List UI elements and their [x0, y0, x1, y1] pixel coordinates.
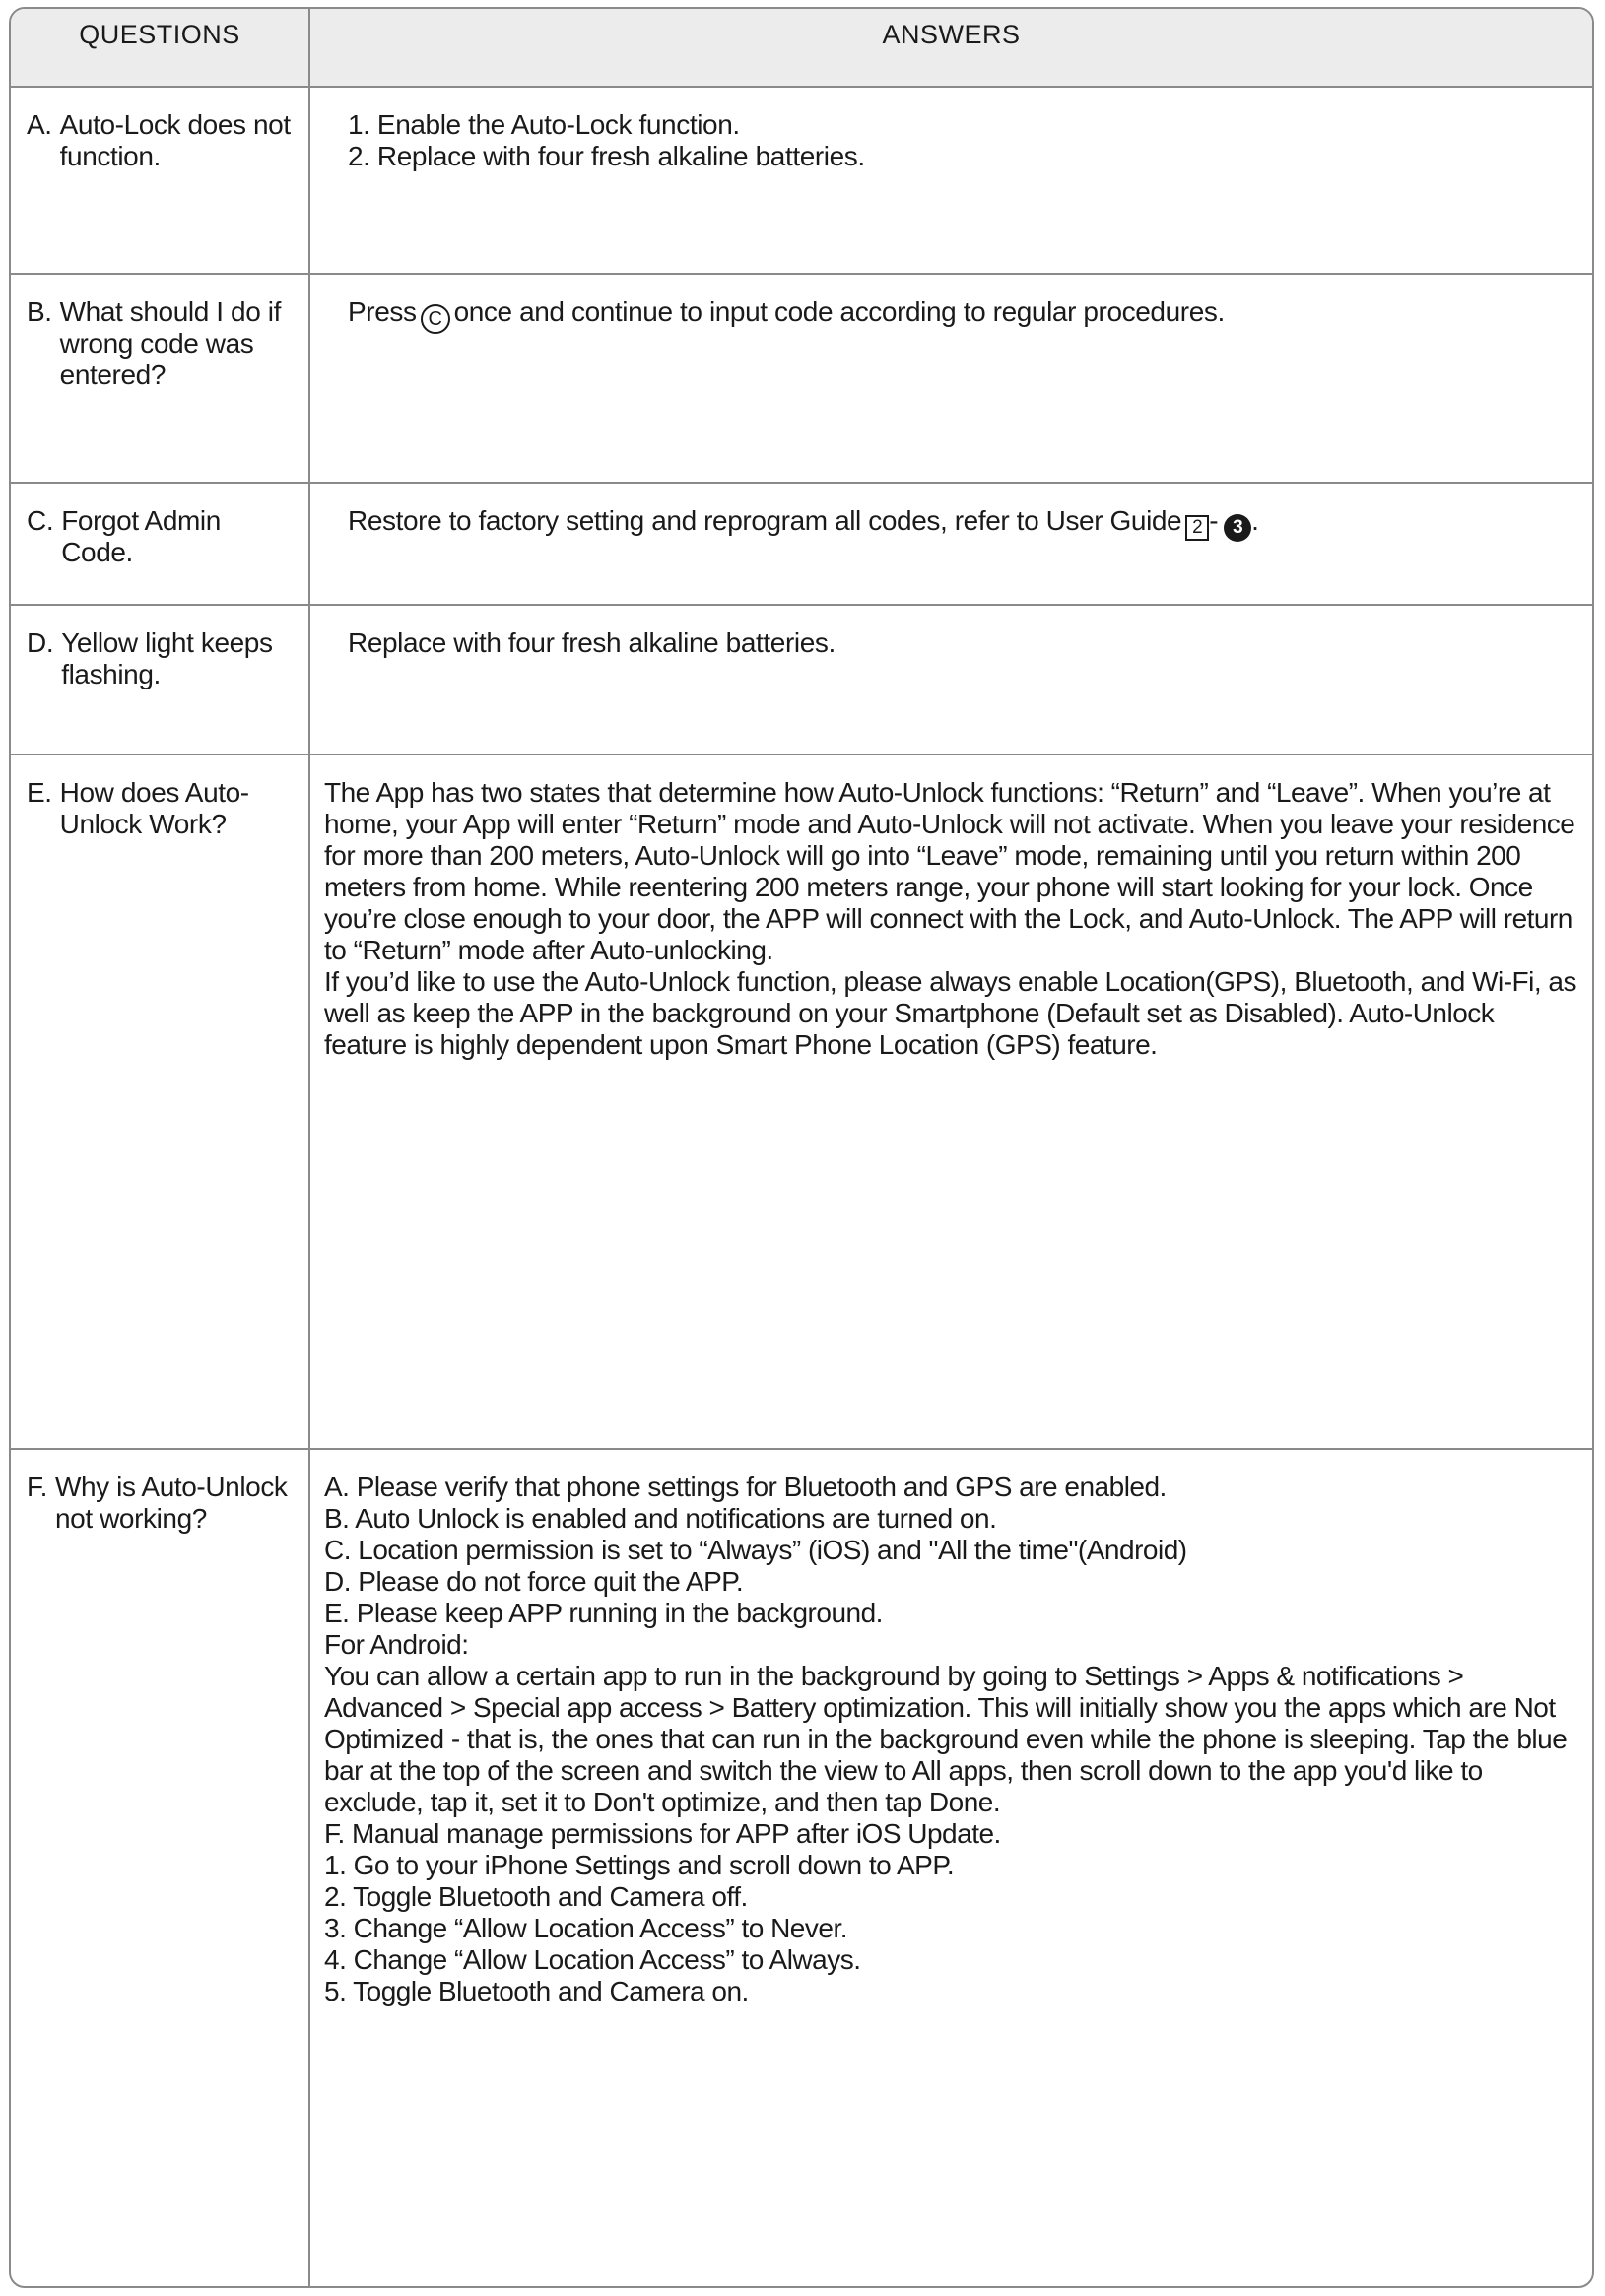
question-text: What should I do if wrong code was entered?	[59, 296, 281, 390]
answer-cell-c	[310, 484, 1592, 606]
answer-line: 4. Change “Allow Location Access” to Always.	[324, 1944, 861, 1975]
faq-table	[9, 7, 1594, 2288]
question-cell-f	[11, 1450, 310, 2286]
question-text: How does Auto-Unlock Work?	[59, 777, 249, 839]
answer-line	[348, 296, 1578, 334]
answer-line: For Android:	[324, 1629, 469, 1660]
answer-text-pre: Press	[348, 296, 417, 327]
answer-line: F. Manual manage permissions for APP after iOS Update.	[324, 1818, 1001, 1849]
answer-paragraph: If you’d like to use the Auto-Unlock function, please always enable Location(GPS), Bluetooth, and Wi-Fi, as well as keep the APP in the background on your Smartphone (Default set as Disabled). Auto-Unlock feature is highly dependent upon Smart Phone Location (GPS) feature.	[324, 966, 1584, 1060]
answer-line: 1. Go to your iPhone Settings and scroll down to APP.	[324, 1850, 955, 1880]
question-text: Auto-Lock does not function.	[59, 109, 291, 171]
answer-text-post: once and continue to input code according to regular procedures.	[453, 296, 1225, 327]
section-number-box-icon: 2	[1185, 515, 1209, 541]
answer-paragraph: The App has two states that determine how Auto-Unlock functions: “Return” and “Leave”. When you’re at home, your App will enter “Return” mode and Auto-Unlock will not activate. When you leave your residence for more than 200 meters, Auto-Unlock will go into “Leave” mode, remaining until you return within 200 meters from home. While reentering 200 meters range, your phone will start looking for your lock. Once you’re close enough to your door, the APP will connect with the Lock, and Auto-Unlock. The APP will return to “Return” mode after Auto-unlocking.	[324, 777, 1582, 965]
answer-line: C. Location permission is set to “Always” (iOS) and "All the time"(Android)	[324, 1535, 1187, 1565]
answer-line: 2. Replace with four fresh alkaline batteries.	[348, 141, 865, 171]
question-text: Forgot Admin Code.	[61, 505, 221, 567]
ref-separator: -	[1209, 505, 1219, 536]
circled-c-icon: C	[421, 304, 450, 334]
question-text: Yellow light keeps flashing.	[61, 627, 273, 689]
question-text: Why is Auto-Unlock not working?	[54, 1472, 288, 1534]
question-cell-b	[11, 275, 310, 484]
question-letter: B.	[27, 296, 52, 327]
question-cell-c	[11, 484, 310, 606]
answer-line	[348, 505, 1578, 542]
answer-cell-f	[310, 1450, 1592, 2286]
step-number-circle-icon: 3	[1224, 514, 1251, 542]
question-cell-a	[11, 88, 310, 275]
question-letter: E.	[27, 777, 52, 808]
answer-text-pre: Restore to factory setting and reprogram all codes, refer to User Guide	[348, 505, 1182, 536]
answer-line: Replace with four fresh alkaline batteries.	[348, 627, 836, 658]
question-letter: F.	[27, 1472, 47, 1502]
question-cell-d	[11, 606, 310, 755]
answers-header: ANSWERS	[310, 9, 1592, 88]
answer-line: 2. Toggle Bluetooth and Camera off.	[324, 1881, 748, 1912]
answer-cell-a	[310, 88, 1592, 275]
answer-line: 5. Toggle Bluetooth and Camera on.	[324, 1976, 749, 2006]
answer-paragraph: You can allow a certain app to run in the background by going to Settings > Apps & notifications > Advanced > Special app access > Battery optimization. This will initially show you the apps which are Not Optimized - that is, the ones that can run in the background even while the phone is sleeping. Tap the blue bar at the top of the screen and switch the view to All apps, then scroll down to the app you'd like to exclude, tap it, set it to Don't optimize, and then tap Done.	[324, 1661, 1574, 1817]
questions-header: QUESTIONS	[11, 9, 310, 88]
answer-line: 3. Change “Allow Location Access” to Never.	[324, 1913, 848, 1943]
answer-line: 1. Enable the Auto-Lock function.	[348, 109, 740, 140]
question-cell-e	[11, 755, 310, 1450]
answer-cell-b	[310, 275, 1592, 484]
question-letter: A.	[27, 109, 52, 140]
answer-cell-d	[310, 606, 1592, 755]
answer-line: D. Please do not force quit the APP.	[324, 1566, 744, 1597]
question-letter: D.	[27, 627, 54, 658]
answer-line: A. Please verify that phone settings for Bluetooth and GPS are enabled.	[324, 1472, 1167, 1502]
answer-cell-e	[310, 755, 1592, 1450]
question-letter: C.	[27, 505, 54, 536]
answer-text-post: .	[1251, 505, 1259, 536]
answer-line: E. Please keep APP running in the background.	[324, 1598, 883, 1628]
answer-line: B. Auto Unlock is enabled and notifications are turned on.	[324, 1503, 997, 1534]
